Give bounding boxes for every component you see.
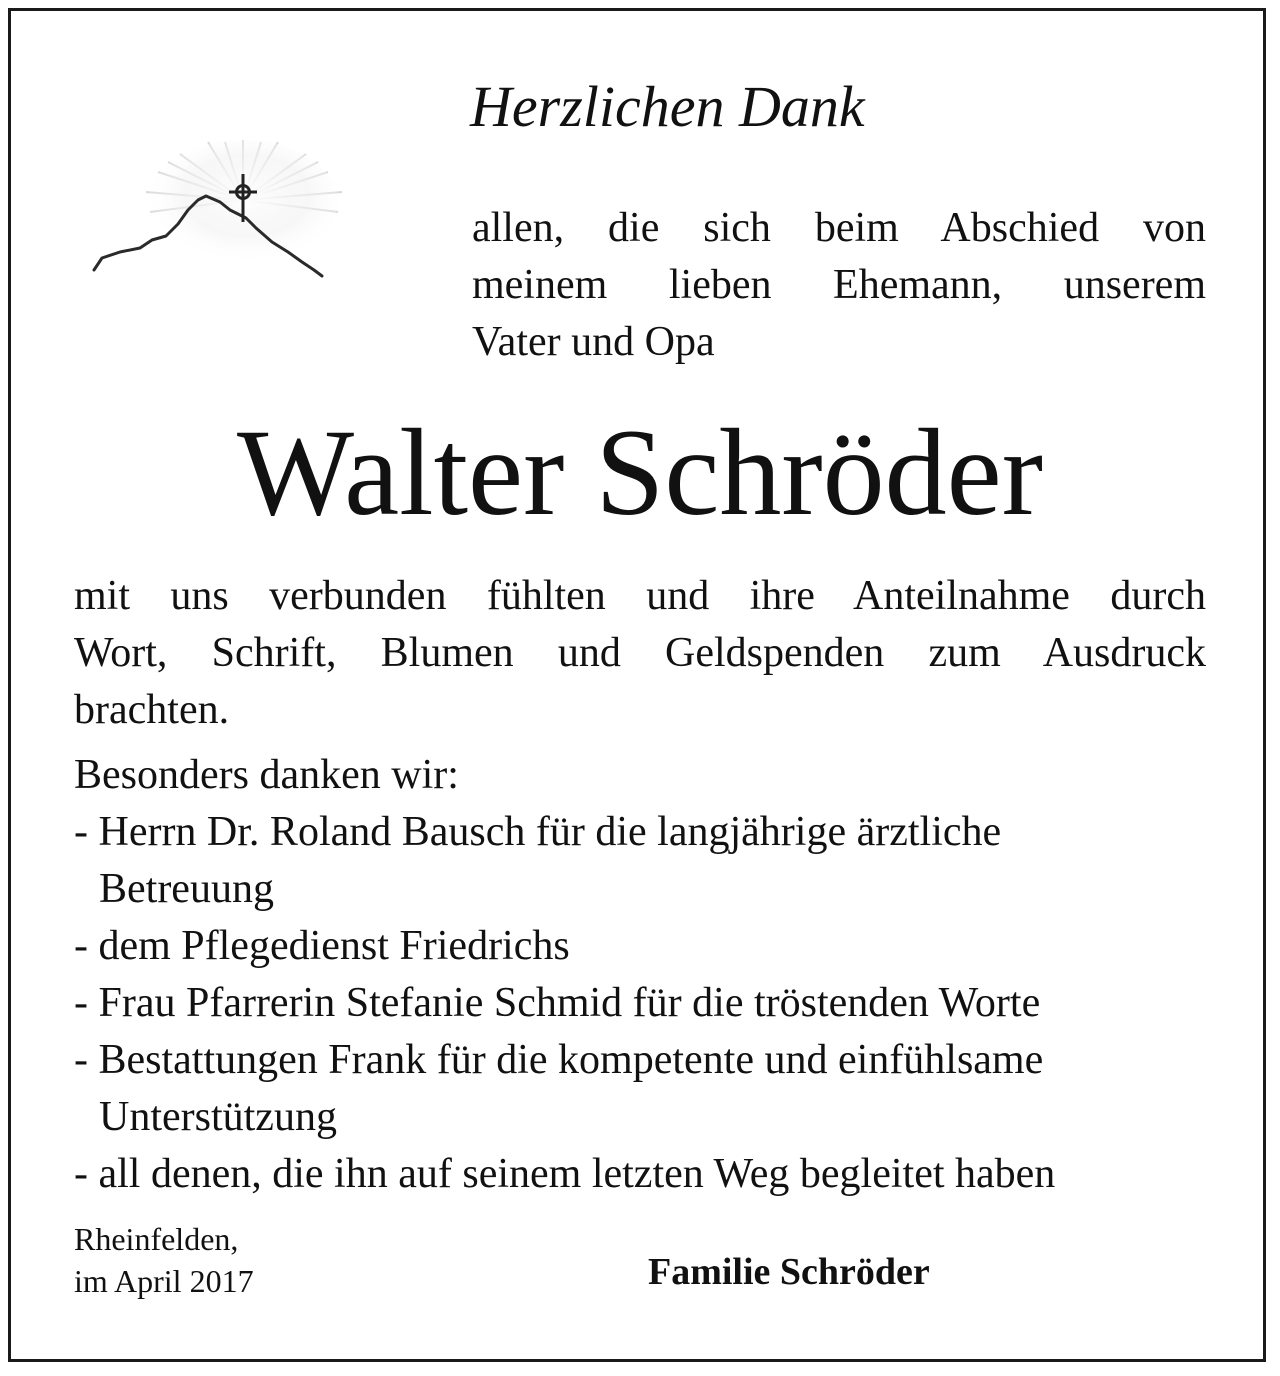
thanks-item: - all denen, die ihn auf seinem letzten Weg begleitet haben <box>74 1151 1056 1197</box>
heading-herzlichen-dank: Herzlichen Dank <box>470 74 865 139</box>
mountain-cross-icon <box>80 140 390 290</box>
thanks-item-continuation: Betreuung <box>99 866 274 912</box>
place-and-date <box>74 1218 254 1302</box>
thanks-item-continuation: Unterstützung <box>99 1094 337 1140</box>
family-signature: Familie Schröder <box>648 1251 930 1293</box>
body-line: brachten. <box>74 687 230 733</box>
intro-line: meinem lieben Ehemann, unserem <box>472 262 1206 308</box>
thanks-item: - Herrn Dr. Roland Bausch für die langjährige ärztliche <box>74 809 1002 855</box>
deceased-name: Walter Schröder <box>237 404 1043 541</box>
intro-line: Vater und Opa <box>472 319 715 365</box>
body-line: mit uns verbunden fühlten und ihre Anteilnahme durch <box>74 573 1206 619</box>
thanks-item: - Bestattungen Frank für die kompetente und einfühlsame <box>74 1037 1044 1083</box>
intro-line: allen, die sich beim Abschied von <box>472 205 1206 251</box>
body-paragraph <box>74 568 1206 739</box>
body-line: Wort, Schrift, Blumen und Geldspenden zum Ausdruck <box>74 630 1206 676</box>
thanks-item: - dem Pflegedienst Friedrichs <box>74 923 570 969</box>
special-thanks-list <box>74 747 1214 1203</box>
intro-paragraph <box>472 200 1206 371</box>
thanks-intro: Besonders danken wir: <box>74 752 459 798</box>
place-date: im April 2017 <box>74 1263 254 1299</box>
thanks-item: - Frau Pfarrerin Stefanie Schmid für die tröstenden Worte <box>74 980 1041 1026</box>
place-city: Rheinfelden, <box>74 1221 239 1257</box>
